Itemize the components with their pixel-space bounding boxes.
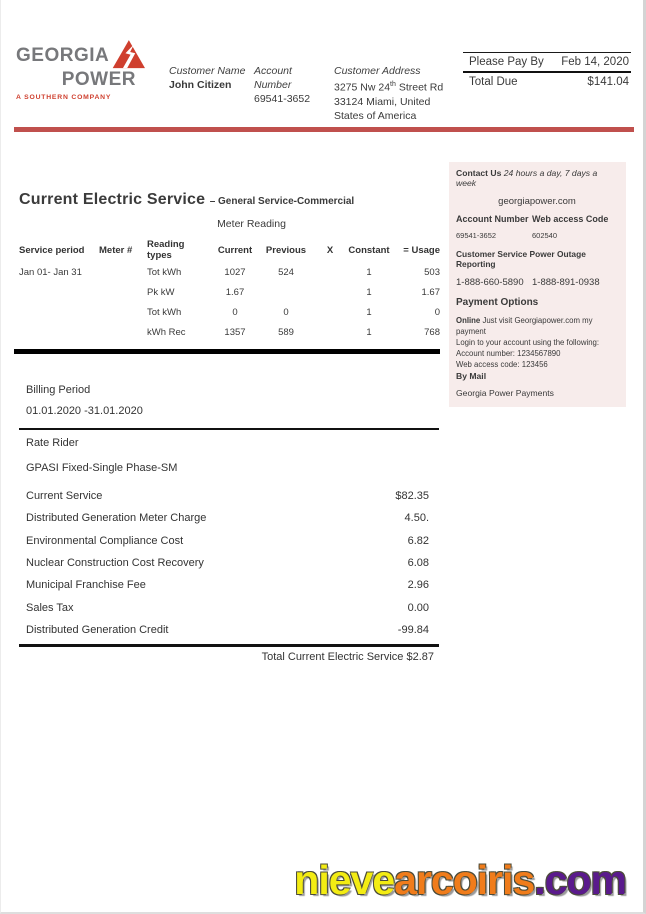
customer-name-label: Customer Name <box>169 65 246 77</box>
total-due-amount: $141.04 <box>587 76 629 88</box>
charge-amount: 4.50. <box>404 512 429 525</box>
customer-address-block <box>334 64 452 123</box>
charge-label: Distributed Generation Meter Charge <box>26 512 207 525</box>
meter-reading-title: Meter Reading <box>217 218 286 230</box>
charge-row <box>19 619 439 641</box>
total-divider <box>19 644 439 647</box>
login-account-number: Account number: 1234567890 <box>456 349 561 358</box>
col-x: X <box>326 244 334 256</box>
charge-row <box>19 485 439 507</box>
payment-options-title: Payment Options <box>456 297 539 308</box>
account-label-line2: Number <box>254 79 292 91</box>
watermark-text <box>294 858 626 902</box>
section-title-row <box>19 191 440 209</box>
charge-row <box>19 596 439 618</box>
col-service-period: Service period <box>19 244 85 256</box>
by-mail-text: Georgia Power Payments <box>456 388 554 398</box>
account-web-values-row <box>456 231 618 240</box>
charge-row <box>19 574 439 596</box>
charge-amount: 0.00 <box>407 601 429 614</box>
web-access-code-label: Web access Code <box>532 214 609 224</box>
charge-label: Sales Tax <box>26 601 74 614</box>
payment-online-block <box>456 315 618 370</box>
divider <box>19 428 439 430</box>
table-row: Tot kWh 0 0 1 0 <box>147 307 440 318</box>
georgia-power-logo <box>16 46 146 101</box>
address-line1: 3275 Nw 24th Street Rd <box>334 81 444 94</box>
charge-row <box>19 530 439 552</box>
charge-amount: 6.08 <box>407 557 429 570</box>
customer-service-phone: 1-888-660-5890 <box>456 277 524 288</box>
charge-label: Current Service <box>26 490 103 503</box>
total-row <box>19 651 439 663</box>
col-constant: Constant <box>348 244 390 256</box>
logo-word-georgia: GEORGIA <box>16 45 110 66</box>
col-previous: Previous <box>265 244 307 256</box>
outage-phone: 1-888-891-0938 <box>532 277 600 288</box>
table-row: kWh Rec 1357 589 1 768 <box>147 327 440 338</box>
total-due-label: Total Due <box>469 76 518 88</box>
pay-by-row <box>463 53 631 73</box>
meter-reading-table <box>19 237 440 343</box>
billing-period-value: 01.01.2020 -31.01.2020 <box>26 405 143 417</box>
meter-header-row <box>19 237 440 263</box>
charge-amount: $82.35 <box>395 490 429 503</box>
pay-box <box>463 52 631 91</box>
address-line3: States of America <box>334 109 417 122</box>
watermark-part3: .com <box>534 857 626 903</box>
contact-us-line <box>456 168 618 188</box>
website-link: georgiapower.com <box>498 196 576 207</box>
logo-tagline: A SOUTHERN COMPANY <box>16 94 112 101</box>
online-line: Online Just visit Georgiapower.com my payment <box>456 316 593 336</box>
online-label: Online <box>456 316 481 325</box>
web-access-code-value: 602540 <box>532 231 558 240</box>
billing-section <box>19 384 439 663</box>
charge-label: Distributed Generation Credit <box>26 623 169 636</box>
sidebar-account-number-label: Account Number <box>456 214 529 224</box>
charge-row <box>19 507 439 529</box>
contact-us-hours: 24 hours a day, 7 days a week <box>456 168 598 188</box>
customer-address-label: Customer Address <box>334 65 421 77</box>
pay-by-label: Please Pay By <box>469 56 544 68</box>
address-line2: 33124 Miami, United <box>334 95 431 108</box>
current-electric-service-section <box>19 191 440 354</box>
logo-word-power: POWER <box>61 69 136 90</box>
login-web-code: Web access code: 123456 <box>456 360 548 369</box>
col-usage: = Usage <box>403 244 440 256</box>
table-row: Pk kW 1.67 1 1.67 <box>147 287 440 298</box>
charge-label: Environmental Compliance Cost <box>26 534 184 547</box>
total-amount: $2.87 <box>406 651 434 664</box>
contact-sidebar <box>449 162 626 407</box>
pay-by-date: Feb 14, 2020 <box>561 56 629 68</box>
rate-plan-value: GPASI Fixed-Single Phase-SM <box>26 462 178 474</box>
table-bottom-divider <box>14 349 440 354</box>
col-current: Current <box>217 244 253 256</box>
col-reading-types: Reading types <box>147 239 185 261</box>
charge-row <box>19 552 439 574</box>
charge-amount: 6.82 <box>407 534 429 547</box>
billing-period-label: Billing Period <box>26 384 91 396</box>
login-instruction: Login to your account using the following: <box>456 338 600 347</box>
charge-label: Nuclear Construction Cost Recovery <box>26 557 204 570</box>
charge-label: Municipal Franchise Fee <box>26 579 146 592</box>
total-due-row <box>463 73 631 91</box>
watermark-part2: arcoiris <box>394 857 535 903</box>
watermark-part1: nieve <box>294 857 395 903</box>
customer-name-value: John Citizen <box>169 79 232 91</box>
section-title: Current Electric Service <box>19 191 206 208</box>
total-label: Total Current Electric Service <box>261 651 404 664</box>
account-number-block <box>254 64 332 106</box>
customer-service-outage-label: Customer Service Power Outage Reporting <box>456 249 586 269</box>
table-row: Jan 01- Jan 31 Tot kWh 1027 524 1 503 <box>19 267 440 278</box>
col-meter-number: Meter # <box>99 244 133 256</box>
account-label-line1: Account <box>254 65 292 77</box>
by-mail-label: By Mail <box>456 371 487 381</box>
rate-rider-label: Rate Rider <box>26 437 79 449</box>
customer-name-block <box>169 64 254 92</box>
contact-us-label: Contact Us <box>456 168 502 178</box>
phone-numbers-row <box>456 277 618 288</box>
charge-amount: -99.84 <box>397 623 429 636</box>
charge-amount: 2.96 <box>407 579 429 592</box>
section-subtitle: – General Service-Commercial <box>209 196 355 207</box>
sidebar-account-number-value: 69541-3652 <box>456 231 497 240</box>
account-web-header-row <box>456 214 618 224</box>
red-divider-bar <box>14 127 634 132</box>
account-number-value: 69541-3652 <box>254 93 311 105</box>
